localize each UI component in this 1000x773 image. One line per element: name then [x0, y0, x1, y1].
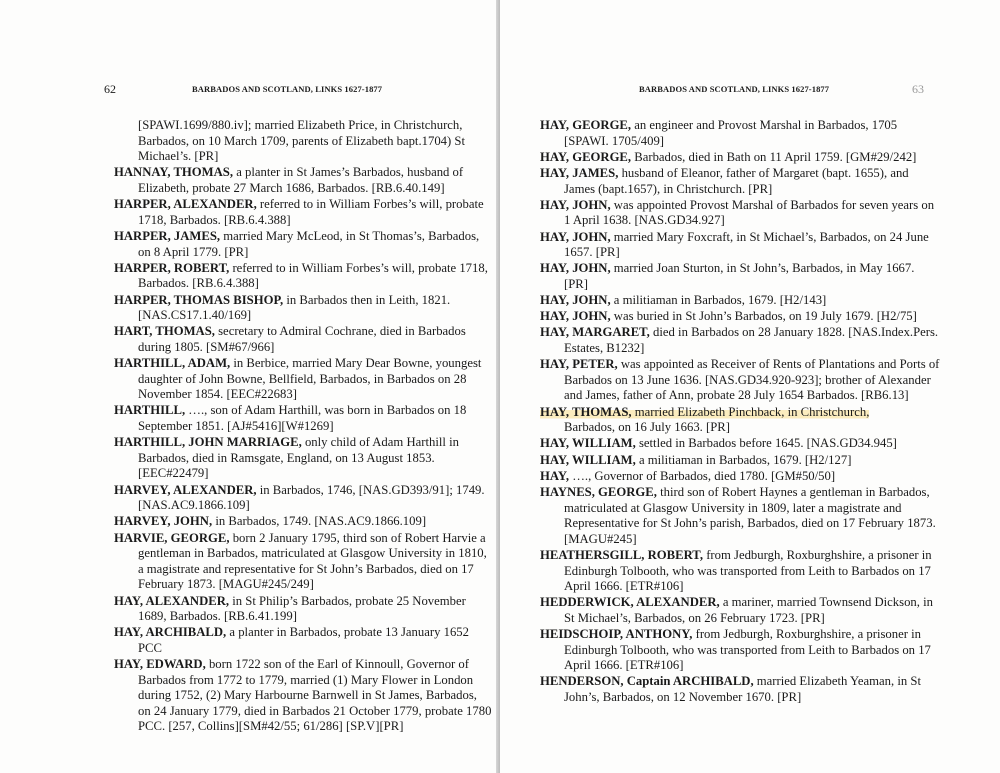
entry [540, 325, 940, 356]
entry-name: HARPER, THOMAS BISHOP, [114, 292, 284, 307]
entry [540, 309, 940, 325]
entry-name: HAY, JOHN, [540, 229, 611, 244]
entry-text: was appointed as Receiver of Rents of Plantations and Ports of Barbados on 13 June 1636. [NAS.GD34.920-923]; brother of Alexander and James, father of Ann, probate 28 July 1654 Barbados. [RB6.13] [564, 357, 940, 403]
entry [114, 531, 492, 593]
entry-name: HAY, WILLIAM, [540, 436, 636, 451]
entry-name: HANNAY, THOMAS, [114, 165, 234, 180]
entry-text: referred to in William Forbes’s will, probate 1718, Barbados. [RB.6.4.388] [138, 197, 484, 227]
entry-name: HENDERSON, Captain ARCHIBALD, [540, 674, 754, 689]
entry-name: HAY, WILLIAM, [540, 452, 636, 467]
entry-name: HEATHERSGILL, ROBERT, [540, 547, 704, 562]
entry-text: only child of Adam Harthill in Barbados, died in Ramsgate, England, on 13 August 1853. [EEC#22479] [138, 435, 459, 481]
entry-text: referred to in William Forbes’s will, probate 1718, Barbados. [RB.6.4.388] [138, 260, 488, 291]
right-running-head: BARBADOS AND SCOTLAND, LINKS 1627-1877 [639, 84, 830, 94]
entry-name: HARTHILL, JOHN MARRIAGE, [114, 435, 302, 450]
entry-text: married Mary McLeod, in St Thomas’s, Barbados, on 8 April 1779. [PR] [138, 228, 480, 259]
entry-text: born 2 January 1795, third son of Robert Harvie a gentleman in Barbados, matriculated at Glasgow University in 1810, a magistrate and representative for St John’s Barbados, died on 17 February 1873. [MAGU#245/249] [138, 530, 487, 592]
entry-text: in Barbados then in Leith, 1821. [NAS.CS17.1.40/169] [138, 292, 451, 323]
entry-name: HAY, PETER, [540, 357, 618, 372]
entry [114, 324, 492, 355]
entry-text: was buried in St John’s Barbados, on 19 July 1679. [H2/75] [610, 309, 917, 324]
entry-name: HAY, ALEXANDER, [114, 593, 230, 608]
continuation-entry: [SPAWI.1699/880.iv]; married Elizabeth Price, in Christchurch, Barbados, on 10 March 1709, parents of Elizabeth bapt.1704) St Michael’s. [PR] [138, 118, 465, 164]
entry [540, 548, 940, 595]
entry-text: a militiaman in Barbados, 1679. [H2/143] [610, 293, 827, 308]
entry [540, 198, 940, 229]
entry-name: HARTHILL, [114, 403, 186, 418]
entry [114, 356, 492, 403]
entry-name: HARPER, ROBERT, [114, 260, 230, 275]
entry [540, 261, 940, 292]
highlighted-text [540, 405, 869, 419]
entry-text: husband of Eleanor, father of Margaret (bapt. 1655), and James (bapt.1657), in Christchurch. [PR] [564, 165, 909, 196]
entry [540, 118, 940, 149]
entry-name: HARVIE, GEORGE, [114, 530, 230, 545]
entry [114, 625, 492, 656]
entry-name: HAY, GEORGE, [540, 149, 632, 164]
entry-name: HARVEY, JOHN, [114, 514, 213, 529]
entry-text: married Elizabeth Pinchback, in Christchurch, [631, 404, 870, 419]
entry-text: third son of Robert Haynes a gentleman in Barbados, matriculated at Glasgow University in 1809, later a magistrate and Representative for St John’s parish, Barbados, died on 17 February 1873. [MAGU#245] [564, 484, 936, 546]
entry [114, 261, 492, 292]
entry [114, 197, 492, 228]
entry-name: HARPER, ALEXANDER, [114, 197, 257, 212]
entry-text: a mariner, married Townsend Dickson, in St Michael’s, Barbados, on 26 February 1723. [PR] [564, 595, 933, 625]
entry-name: HAY, JOHN, [540, 293, 611, 308]
entry-name: HEDDERWICK, ALEXANDER, [540, 595, 720, 610]
entry-name: HAY, THOMAS, [540, 404, 632, 419]
entry [114, 514, 492, 530]
entry [114, 293, 492, 324]
entry [114, 594, 492, 625]
entry [114, 483, 492, 514]
entry-name: HAY, EDWARD, [114, 657, 206, 672]
entry-text: a planter in St James’s Barbados, husband of Elizabeth, probate 27 March 1686, Barbados. [RB.6.40.149] [138, 165, 464, 195]
entry [540, 357, 940, 404]
entry-text: an engineer and Provost Marshal in Barbados, 1705 [SPAWI. 1705/409] [564, 118, 898, 148]
entry-name: HAY, MARGARET, [540, 325, 650, 340]
entry-name: HAY, JOHN, [540, 309, 611, 324]
entry-name: HAYNES, GEORGE, [540, 484, 657, 499]
left-entry-list [114, 118, 492, 736]
entry-text: born 1722 son of the Earl of Kinnoull, Governor of Barbados from 1772 to 1779, married (1) Mary Flower in London during 1752, (2) Mary Harbourne Barnwell in St James, Barbados, on 24 January 1779, died in Barbados 21 October 1779, probate 1780 PCC. [257, Collins][SM#42/55; 61/286] [SP.V][PR] [138, 657, 492, 734]
entry-text: Barbados, died in Bath on 11 April 1759. [GM#29/242] [631, 149, 917, 164]
entry-name: HARVEY, ALEXANDER, [114, 482, 257, 497]
entry-name: HAY, GEORGE, [540, 118, 632, 132]
entry [540, 436, 940, 452]
entry-text: married Mary Foxcraft, in St Michael’s, Barbados, on 24 June 1657. [PR] [564, 229, 929, 260]
entry-text: a planter in Barbados, probate 13 January 1652 PCC [138, 625, 469, 655]
entry-name: HART, THOMAS, [114, 324, 215, 339]
entry-text: a militiaman in Barbados, 1679. [H2/127] [635, 452, 852, 467]
entry-name: HAY, ARCHIBALD, [114, 625, 227, 640]
entry-text: from Jedburgh, Roxburghshire, a prisoner in Edinburgh Tolbooth, who was transported from Leith to Barbados on 17 April 1666. [ETR#106] [564, 547, 932, 594]
entry [540, 453, 940, 469]
entry [114, 435, 492, 482]
entry-name: HARTHILL, ADAM, [114, 356, 231, 371]
entry [540, 469, 940, 485]
entry [540, 150, 940, 166]
entry-text: died in Barbados on 28 January 1828. [NAS.Index.Pers. Estates, B1232] [564, 325, 939, 356]
entry-text: …., Governor of Barbados, died 1780. [GM#50/50] [569, 468, 836, 483]
entry-text: married Joan Sturton, in St John’s, Barbados, in May 1667. [PR] [564, 261, 915, 291]
left-page-number: 62 [104, 82, 116, 96]
entry [540, 595, 940, 626]
entry-name: HAY, [540, 468, 570, 483]
entry-continuation: Barbados, on 16 July 1663. [PR] [564, 420, 730, 435]
entry-name: HAY, JOHN, [540, 261, 611, 276]
entry [540, 485, 940, 547]
entry [114, 229, 492, 260]
entry [540, 674, 940, 705]
entry-text: in Barbados, 1749. [NAS.AC9.1866.109] [212, 514, 427, 529]
entry-text: …., son of Adam Harthill, was born in Barbados on 18 September 1851. [AJ#5416][W#1269] [138, 403, 467, 434]
left-running-head: BARBADOS AND SCOTLAND, LINKS 1627-1877 [192, 84, 383, 94]
right-entry-list [540, 118, 940, 706]
entry [540, 293, 940, 309]
entry-name: HAY, JOHN, [540, 197, 611, 212]
entry [540, 405, 940, 436]
entry [540, 230, 940, 261]
entry-name: HEIDSCHOIP, ANTHONY, [540, 627, 693, 642]
entry-text: from Jedburgh, Roxburghshire, a prisoner in Edinburgh Tolbooth, who was transported from Leith to Barbados on 17 April 1666. [ETR#106] [564, 627, 931, 673]
entry [114, 165, 492, 196]
entry [540, 627, 940, 674]
entry-text: in Berbice, married Mary Dear Bowne, youngest daughter of John Bowne, Bellfield, Barbados, in Barbados on 28 November 1854. [EEC#22683] [138, 356, 482, 402]
right-page-number: 63 [912, 82, 924, 96]
entry [114, 403, 492, 434]
entry-text: secretary to Admiral Cochrane, died in Barbados during 1805. [SM#67/966] [138, 324, 466, 354]
entry [540, 166, 940, 197]
right-page [500, 0, 1000, 773]
entry-text: married Elizabeth Yeaman, in St John’s, Barbados, on 12 November 1670. [PR] [564, 674, 921, 705]
entry-text: settled in Barbados before 1645. [NAS.GD34.945] [635, 436, 897, 451]
entry-text: was appointed Provost Marshal of Barbados for seven years on 1 April 1638. [NAS.GD34.927] [564, 197, 935, 228]
entry [114, 657, 492, 735]
entry-name: HAY, JAMES, [540, 165, 619, 180]
entry-text: in Barbados, 1746, [NAS.GD393/91]; 1749. [NAS.AC9.1866.109] [138, 482, 485, 513]
entry-name: HARPER, JAMES, [114, 228, 221, 243]
entry-text: in St Philip’s Barbados, probate 25 November 1689, Barbados. [RB.6.41.199] [138, 593, 466, 624]
